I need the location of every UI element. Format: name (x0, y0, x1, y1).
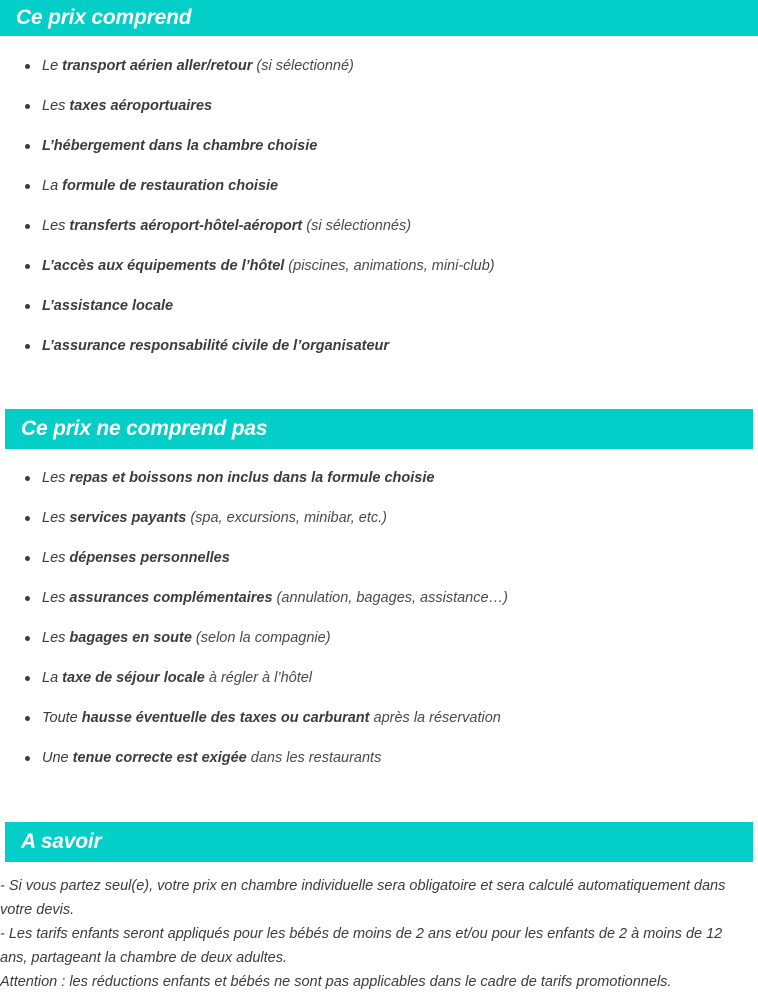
note-paragraph: - Si vous partez seul(e), votre prix en chambre individuelle sera obligatoire et sera calculé automatiquement dans votre devis. (0, 878, 726, 918)
list-item (0, 97, 758, 115)
list-item (0, 709, 758, 727)
list-item-note: (si sélectionnés) (302, 218, 412, 234)
list-item-strong: L’assurance responsabilité civile de l’organisateur (42, 338, 390, 354)
list-item-lead: La (42, 178, 63, 194)
section-spacer (0, 789, 758, 822)
note-paragraph: - Les tarifs enfants seront appliqués pour les bébés de moins de 2 ans et/ou pour les enfants de 2 à moins de 12 ans, partageant la chambre de deux adultes. (0, 926, 723, 966)
list-item (0, 669, 758, 687)
list-item-lead: Les (42, 590, 70, 606)
list-item-strong: dépenses personnelles (69, 550, 230, 566)
excluded-list-container (0, 449, 758, 767)
list-item-lead: Les (42, 550, 70, 566)
list-item-note: dans les restaurants (246, 750, 382, 766)
list-item-note: (si sélectionné) (252, 58, 354, 74)
list-item-lead: La (42, 670, 63, 686)
included-list-container (0, 36, 758, 355)
list-item (0, 257, 758, 275)
list-item-lead: Les (42, 218, 70, 234)
list-item-strong: taxe de séjour locale (62, 670, 205, 686)
list-item (0, 137, 758, 155)
list-item-lead: Toute (42, 710, 82, 726)
list-item (0, 469, 758, 487)
section-spacer (0, 377, 758, 409)
list-item (0, 509, 758, 527)
section-header-ce-prix-comprend: Ce prix comprend (0, 0, 758, 36)
list-item-lead: Les (42, 630, 70, 646)
list-item-strong: taxes aéroportuaires (69, 98, 213, 114)
list-item (0, 177, 758, 195)
list-item-note: (spa, excursions, minibar, etc.) (186, 510, 387, 526)
a-savoir-notes-container (0, 862, 758, 994)
list-item-strong: L’hébergement dans la chambre choisie (42, 138, 318, 154)
list-item-lead: Le (42, 58, 63, 74)
list-item-lead: Une (42, 750, 73, 766)
list-item-lead: Les (42, 510, 70, 526)
included-list (0, 57, 758, 355)
list-item-strong: transport aérien aller/retour (62, 58, 253, 74)
excluded-list (0, 469, 758, 767)
list-item-note: (annulation, bagages, assistance…) (272, 590, 508, 606)
list-item-strong: services payants (69, 510, 187, 526)
list-item-note: (piscines, animations, mini-club) (284, 258, 495, 274)
list-item (0, 549, 758, 567)
list-item (0, 337, 758, 355)
list-item-note: après la réservation (369, 710, 501, 726)
list-item-strong: repas et boissons non inclus dans la formule choisie (69, 470, 435, 486)
list-item (0, 589, 758, 607)
list-item-strong: L’assistance locale (42, 298, 174, 314)
list-item-strong: transferts aéroport-hôtel-aéroport (69, 218, 303, 234)
list-item-lead: Les (42, 470, 70, 486)
list-item-strong: L’accès aux équipements de l’hôtel (42, 258, 285, 274)
list-item-note: (selon la compagnie) (191, 630, 331, 646)
list-item (0, 217, 758, 235)
list-item-note: à régler à l’hôtel (204, 670, 313, 686)
list-item-strong: hausse éventuelle des taxes ou carburant (81, 710, 370, 726)
note-paragraph: Attention : les réductions enfants et bébés ne sont pas applicables dans le cadre de tarifs promotionnels. (0, 974, 672, 990)
list-item-strong: formule de restauration choisie (62, 178, 279, 194)
list-item (0, 629, 758, 647)
section-header-a-savoir: A savoir (5, 822, 753, 862)
section-header-ce-prix-ne-comprend-pas: Ce prix ne comprend pas (5, 409, 753, 449)
list-item (0, 749, 758, 767)
list-item-strong: assurances complémentaires (69, 590, 273, 606)
list-item-lead: Les (42, 98, 70, 114)
list-item (0, 57, 758, 75)
list-item (0, 297, 758, 315)
list-item-strong: tenue correcte est exigée (72, 750, 247, 766)
list-item-strong: bagages en soute (69, 630, 192, 646)
